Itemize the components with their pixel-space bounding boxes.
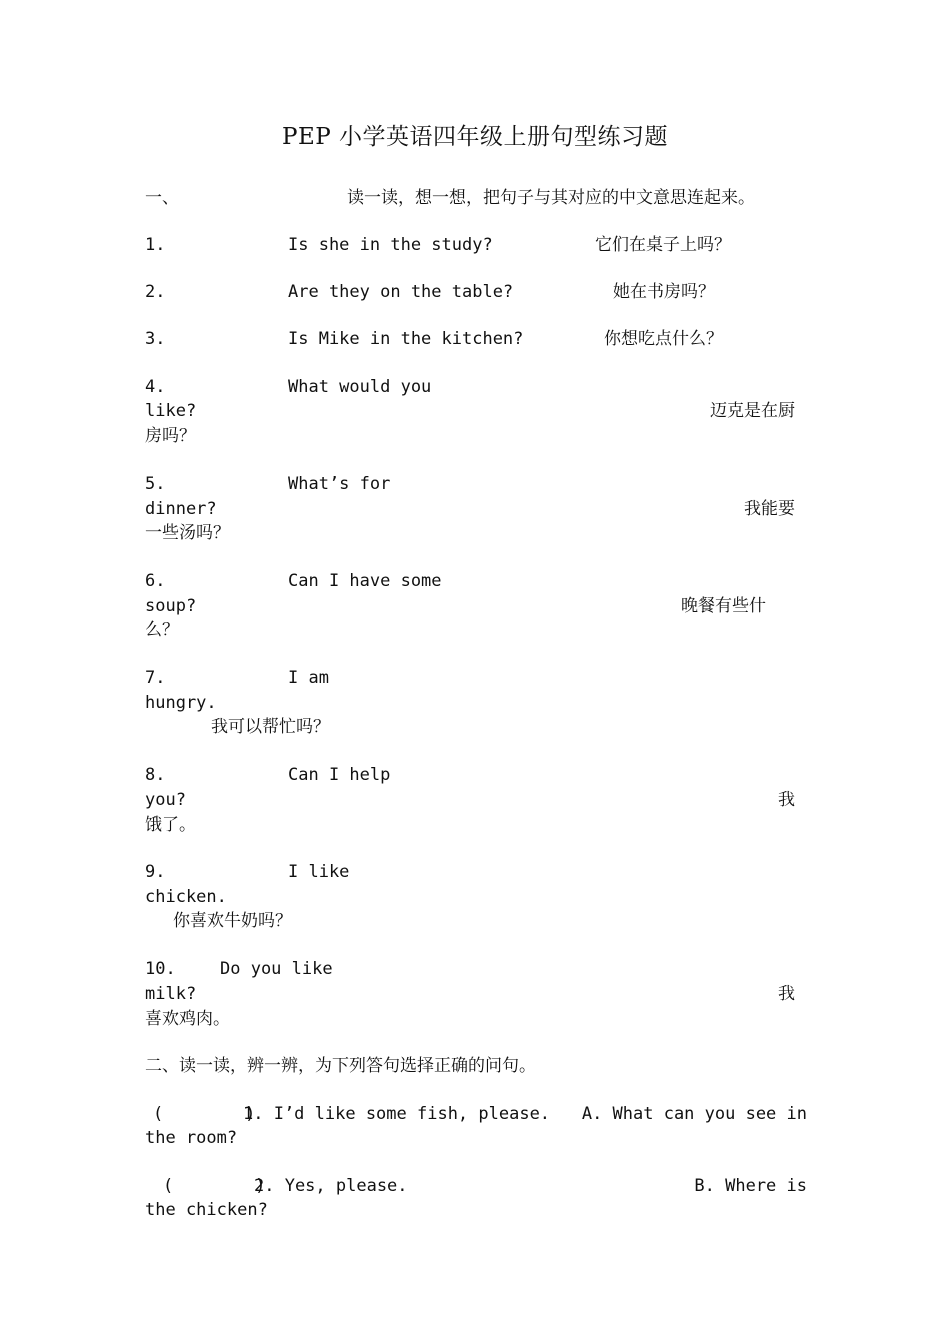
item-4-number: 4. (145, 377, 166, 397)
item-3-english: Is Mike in the kitchen? (288, 329, 524, 349)
section2-item-2-blank[interactable]: ( ) (163, 1176, 266, 1196)
item-10-chinese-cont: 喜欢鸡肉。 (145, 1009, 230, 1029)
item-7-english: I am (288, 668, 329, 688)
item-8-number: 8. (145, 765, 166, 785)
section1-instruction: 读一读，想一想，把句子与其对应的中文意思连起来。 (347, 188, 755, 208)
section2-item-2-question: B. Where is (694, 1176, 807, 1196)
item-6-english: Can I have some (288, 571, 442, 591)
page-title: PEP 小学英语四年级上册句型练习题 (281, 124, 669, 150)
section2-item-1-question-cont: the room? (145, 1128, 238, 1148)
item-2-chinese: 她在书房吗？ (613, 282, 715, 302)
item-8-chinese-cont: 饿了。 (145, 815, 196, 835)
item-6-chinese: 晚餐有些什 (681, 596, 766, 616)
item-4-english: What would you (288, 377, 432, 397)
item-3-chinese: 你想吃点什么？ (604, 329, 723, 349)
item-8-english-cont: you? (145, 790, 186, 810)
item-3-number: 3. (145, 329, 166, 349)
item-2-number: 2. (145, 282, 166, 302)
item-8-chinese: 我 (778, 790, 795, 810)
item-1-number: 1. (145, 235, 166, 255)
section2-item-1-blank[interactable]: ( ) (153, 1104, 256, 1124)
item-10-number: 10. (145, 959, 176, 979)
item-5-chinese: 我能要 (744, 499, 795, 519)
item-7-number: 7. (145, 668, 166, 688)
item-1-chinese: 它们在桌子上吗？ (595, 235, 731, 255)
section1-number: 一、 (145, 188, 179, 208)
item-8-english: Can I help (288, 765, 391, 785)
section2-item-2-answer: 2. Yes, please. (254, 1176, 408, 1196)
section2-instruction: 二、读一读，辨一辨，为下列答句选择正确的问句。 (145, 1056, 536, 1076)
section2-item-1-answer: 1. I’d like some fish, please. (243, 1104, 551, 1124)
item-10-english-cont: milk? (145, 984, 197, 1004)
item-1-english: Is she in the study? (288, 235, 493, 255)
item-7-english-cont: hungry. (145, 693, 217, 713)
item-9-english-cont: chicken. (145, 887, 227, 907)
item-9-chinese: 你喜欢牛奶吗？ (173, 911, 292, 931)
item-5-number: 5. (145, 474, 166, 494)
item-9-english: I like (288, 862, 350, 882)
item-6-number: 6. (145, 571, 166, 591)
item-9-number: 9. (145, 862, 166, 882)
item-5-english-cont: dinner? (145, 499, 217, 519)
item-2-english: Are they on the table? (288, 282, 514, 302)
item-10-english: Do you like (220, 959, 333, 979)
section2-item-2-question-cont: the chicken? (145, 1200, 268, 1220)
item-6-english-cont: soup? (145, 596, 197, 616)
item-4-chinese: 迈克是在厨 (710, 401, 795, 421)
item-5-english: What’s for (288, 474, 391, 494)
item-6-chinese-cont: 么？ (145, 620, 179, 640)
item-7-chinese: 我可以帮忙吗？ (211, 717, 330, 737)
item-5-chinese-cont: 一些汤吗？ (145, 523, 230, 543)
item-4-english-cont: like? (145, 401, 197, 421)
item-4-chinese-cont: 房吗？ (145, 426, 196, 446)
item-10-chinese: 我 (778, 984, 795, 1004)
section2-item-1-question: A. What can you see in (581, 1104, 807, 1124)
